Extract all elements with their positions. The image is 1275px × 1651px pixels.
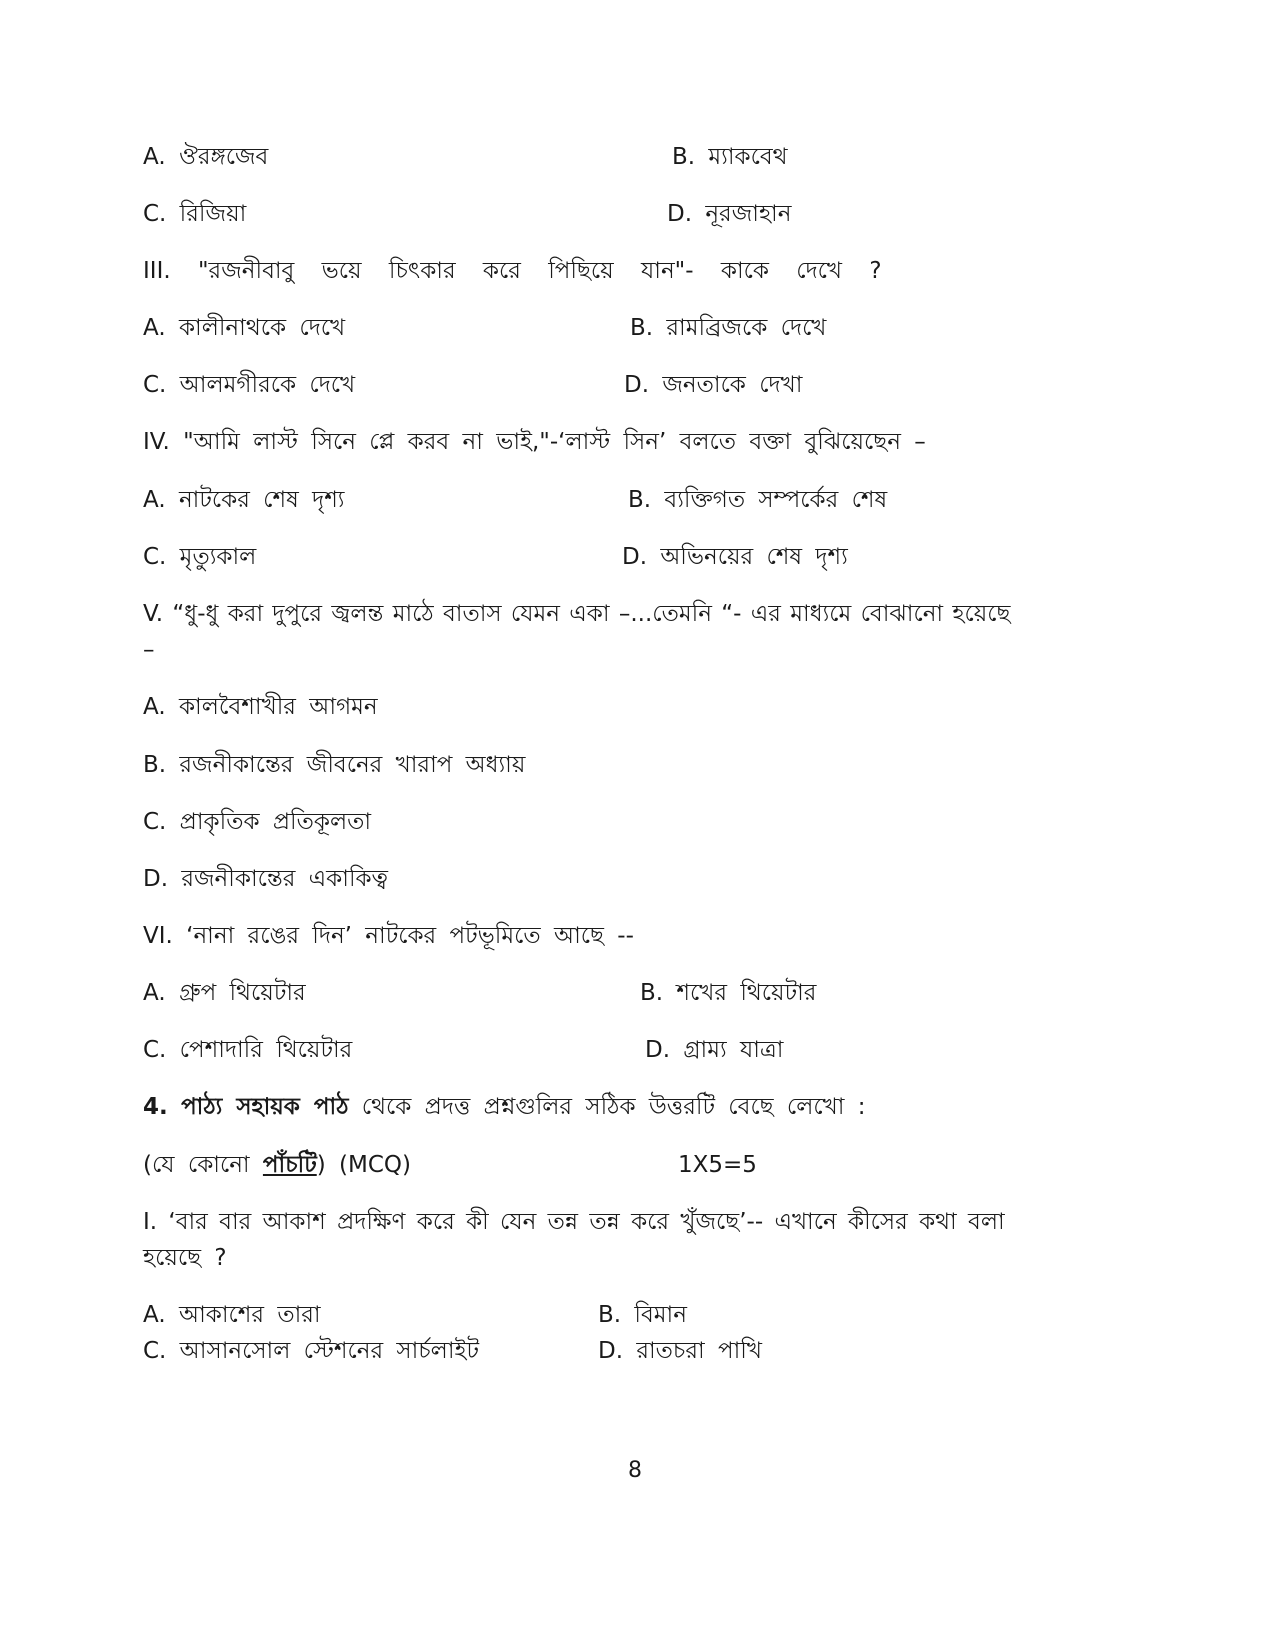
choice-suffix: ) (MCQ) <box>316 1152 411 1178</box>
choice-count: পাঁচটি <box>262 1152 317 1178</box>
question-4: IV. "আমি লাস্ট সিনে প্লে করব না ভাই,"-‘লাস্ট সিন’ বলতে বক্তা বুঝিয়েছেন – <box>143 429 926 455</box>
q7-option-c: C. আসানসোল স্টেশনের সার্চলাইট <box>143 1338 479 1364</box>
choice-prefix: (যে কোনো <box>143 1152 263 1178</box>
question-7-cont: হয়েছে ? <box>143 1245 227 1271</box>
q5-option-d: D. রজনীকান্তের একাকিত্ব <box>143 866 388 892</box>
q3-option-c: C. আলমগীরকে দেখে <box>143 372 356 398</box>
q4-option-c: C. মৃত্যুকাল <box>143 544 257 570</box>
q4-option-b: B. ব্যক্তিগত সম্পর্কের শেষ <box>628 487 888 513</box>
section-4-marks: 1X5=5 <box>678 1152 757 1178</box>
q4-option-a: A. নাটকের শেষ দৃশ্য <box>143 487 345 513</box>
page-number: 8 <box>628 1458 642 1483</box>
q2-option-a: A. ঔরঙ্গজেব <box>143 144 269 170</box>
q6-option-c: C. পেশাদারি থিয়েটার <box>143 1037 353 1063</box>
section-instruction: থেকে প্রদত্ত প্রশ্নগুলির সঠিক উত্তরটি বেছে লেখো : <box>348 1094 866 1120</box>
q4-option-d: D. অভিনয়ের শেষ দৃশ্য <box>622 544 848 570</box>
section-4-heading <box>143 1092 865 1122</box>
q2-option-b: B. ম্যাকবেথ <box>672 144 788 170</box>
section-title: পাঠ্য সহায়ক পাঠ <box>181 1094 349 1120</box>
q7-option-b: B. বিমান <box>598 1302 687 1328</box>
question-3: III. "রজনীবাবু ভয়ে চিৎকার করে পিছিয়ে যান"- কাকে দেখে ? <box>143 258 882 284</box>
q6-option-d: D. গ্রাম্য যাত্রা <box>645 1037 784 1063</box>
q5-option-a: A. কালবৈশাখীর আগমন <box>143 694 378 720</box>
q7-option-a: A. আকাশের তারা <box>143 1302 321 1328</box>
q3-option-b: B. রামব্রিজকে দেখে <box>630 315 827 341</box>
q2-option-d: D. নূরজাহান <box>667 201 792 227</box>
section-4-choice <box>143 1150 411 1180</box>
question-5-cont: – <box>143 637 155 663</box>
q3-option-a: A. কালীনাথকে দেখে <box>143 315 346 341</box>
question-5: V. “ধু-ধু করা দুপুরে জ্বলন্ত মাঠে বাতাস যেমন একা –...তেমনি “- এর মাধ্যমে বোঝানো হয়েছে <box>143 601 1011 627</box>
q5-option-b: B. রজনীকান্তের জীবনের খারাপ অধ্যায় <box>143 752 526 778</box>
q6-option-b: B. শখের থিয়েটার <box>640 980 817 1006</box>
section-number: 4. <box>143 1094 168 1120</box>
q5-option-c: C. প্রাকৃতিক প্রতিকূলতা <box>143 809 372 835</box>
q7-option-d: D. রাতচরা পাখি <box>598 1338 762 1364</box>
q2-option-c: C. রিজিয়া <box>143 201 247 227</box>
q3-option-d: D. জনতাকে দেখা <box>624 372 803 398</box>
question-6: VI. ‘নানা রঙের দিন’ নাটকের পটভূমিতে আছে -- <box>143 923 634 949</box>
q6-option-a: A. গ্রুপ থিয়েটার <box>143 980 306 1006</box>
question-7: I. ‘বার বার আকাশ প্রদক্ষিণ করে কী যেন তন্ন তন্ন করে খুঁজছে’-- এখানে কীসের কথা বলা <box>143 1209 1005 1235</box>
